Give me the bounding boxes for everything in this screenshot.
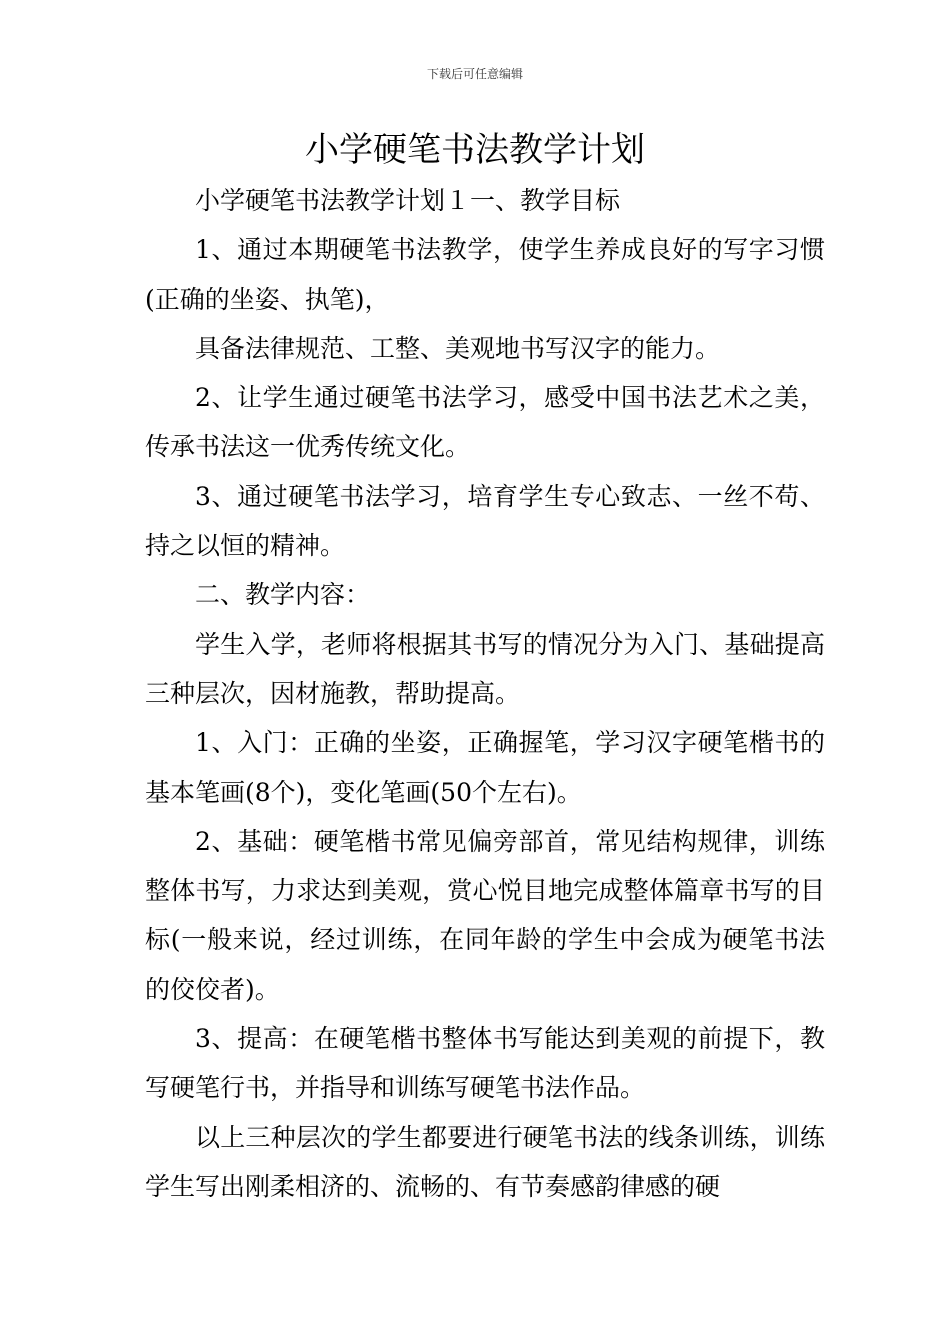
paragraph: 2、基础：硬笔楷书常见偏旁部首，常见结构规律，训练整体书写，力求达到美观，赏心悦目地完成整体篇章书写的目标(一般来说，经过训练，在同年龄的学生中会成为硬笔书法的佼佼者)。	[145, 826, 825, 1004]
paragraph: 1、通过本期硬笔书法教学，使学生养成良好的写字习惯(正确的坐姿、执笔)，	[145, 235, 825, 314]
paragraph: 具备法律规范、工整、美观地书写汉字的能力。	[195, 333, 721, 363]
paragraph: 小学硬笔书法教学计划１一、教学目标	[195, 186, 621, 215]
paragraph: 1、入门：正确的坐姿，正确握笔，学习汉字硬笔楷书的基本笔画(8个)，变化笔画(50个左右)。	[145, 728, 825, 807]
document-title: 小学硬笔书法教学计划	[305, 130, 645, 170]
paragraph: 以上三种层次的学生都要进行硬笔书法的线条训练，训练学生写出刚柔相济的、流畅的、有节奏感韵律感的硬	[145, 1122, 825, 1201]
header-note: 下载后可任意编辑	[426, 67, 523, 81]
paragraph: 2、让学生通过硬笔书法学习，感受中国书法艺术之美，传承书法这一优秀传统文化。	[145, 383, 825, 462]
paragraph: 学生入学，老师将根据其书写的情况分为入门、基础提高三种层次，因材施教，帮助提高。	[145, 629, 825, 708]
paragraph: 3、通过硬笔书法学习，培育学生专心致志、一丝不苟、持之以恒的精神。	[145, 481, 825, 561]
document-body	[145, 176, 825, 1211]
paragraph: 3、提高：在硬笔楷书整体书写能达到美观的前提下，教写硬笔行书，并指导和训练写硬笔书法作品。	[145, 1024, 825, 1103]
paragraph: 二、教学内容：	[195, 580, 371, 610]
